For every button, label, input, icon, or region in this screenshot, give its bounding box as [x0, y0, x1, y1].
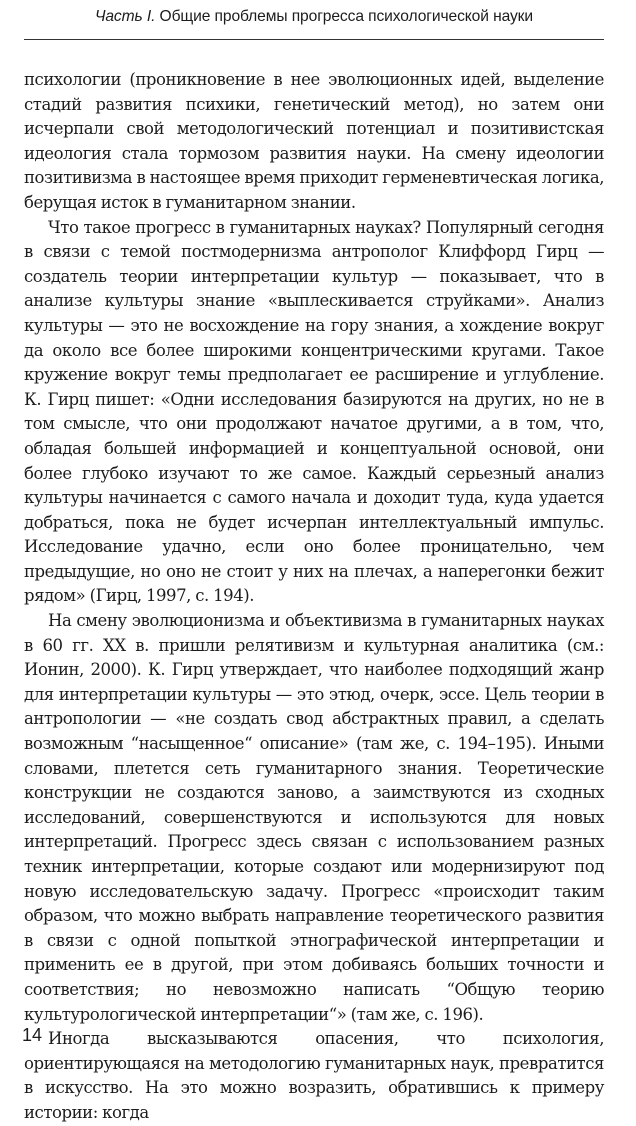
paragraph-geertz-progress: Что такое прогресс в гуманитарных науках? Популярный сегодня в связи с темой постмодернизма антрополог Клиффорд Гирц — создатель теории интерпретации культур — показывает, что в анализе культуры знание «выплескивается струйками». Анализ культуры — это не восхождение на гору знания, а хождение вокруг да около все более широкими концентрическими кругами. Такое кружение вокруг темы предполагает ее расширение и углубление. К. Гирц пишет: «Одни исследования базируются на других, но не в том смысле, что они продолжают начатое другими, а в том, что, обладая большей информацией и концептуальной основой, они более глубоко изучают то же самое. Каждый серьезный анализ культуры начинается с самого начала и доходит туда, куда удается добраться, пока не будет исчерпан интеллектуальный импульс. Исследование удачно, если оно более проницательно, чем предыдущие, но оно не стоит у них на плечах, а наперегонки бежит рядом» (Гирц, 1997, с. 194).: [24, 217, 604, 606]
body-text: [24, 68, 604, 1126]
part-label: Часть I.: [94, 8, 156, 25]
paragraph-psychology-art: Иногда высказываются опасения, что психология, ориентирующаяся на методологию гуманитарных наук, превратится в искусство. На это можно возразить, обратившись к примеру истории: когда: [24, 1029, 604, 1122]
paragraph-continuation: психологии (проникновение в нее эволюционных идей, выделение стадий развития психики, генетический метод), но затем они исчерпали свой методологический потенциал и позитивистская идеология стала тормозом развития науки. На смену идеологии позитивизма в настоящее время приходит герменевтическая логика, берущая исток в гуманитарном знании.: [24, 70, 604, 212]
paragraph-relativism: На смену эволюционизма и объективизма в гуманитарных науках в 60 гг. XX в. пришли релятивизм и культурная аналитика (см.: Ионин, 2000). К. Гирц утверждает, что наиболее подходящий жанр для интерпретации культуры — это этюд, очерк, эссе. Цель теории в антропологии — «не создать свод абстрактных правил, а сделать возможным “насыщенное“ описание» (там же, с. 194–195). Иными словами, плетется сеть гуманитарного знания. Теоретические конструкции не создаются заново, а заимствуются из сходных исследований, совершенствуются и используются для новых интерпретаций. Прогресс здесь связан с использованием разных техник интерпретации, которые создают или модернизируют под новую исследовательскую задачу. Прогресс «происходит таким образом, что можно выбрать направление теоретического развития в связи с одной попыткой этнографической интерпретации и применить ее в другой, при этом добиваясь больших точности и соответствия; но невозможно написать “Общую теорию культурологической интерпретации“» (там же, с. 196).: [24, 611, 604, 1024]
page-number: 14: [22, 1025, 43, 1045]
running-head-title: Общие проблемы прогресса психологической науки: [159, 8, 534, 25]
running-head: [24, 8, 604, 26]
header-rule: [24, 39, 604, 40]
